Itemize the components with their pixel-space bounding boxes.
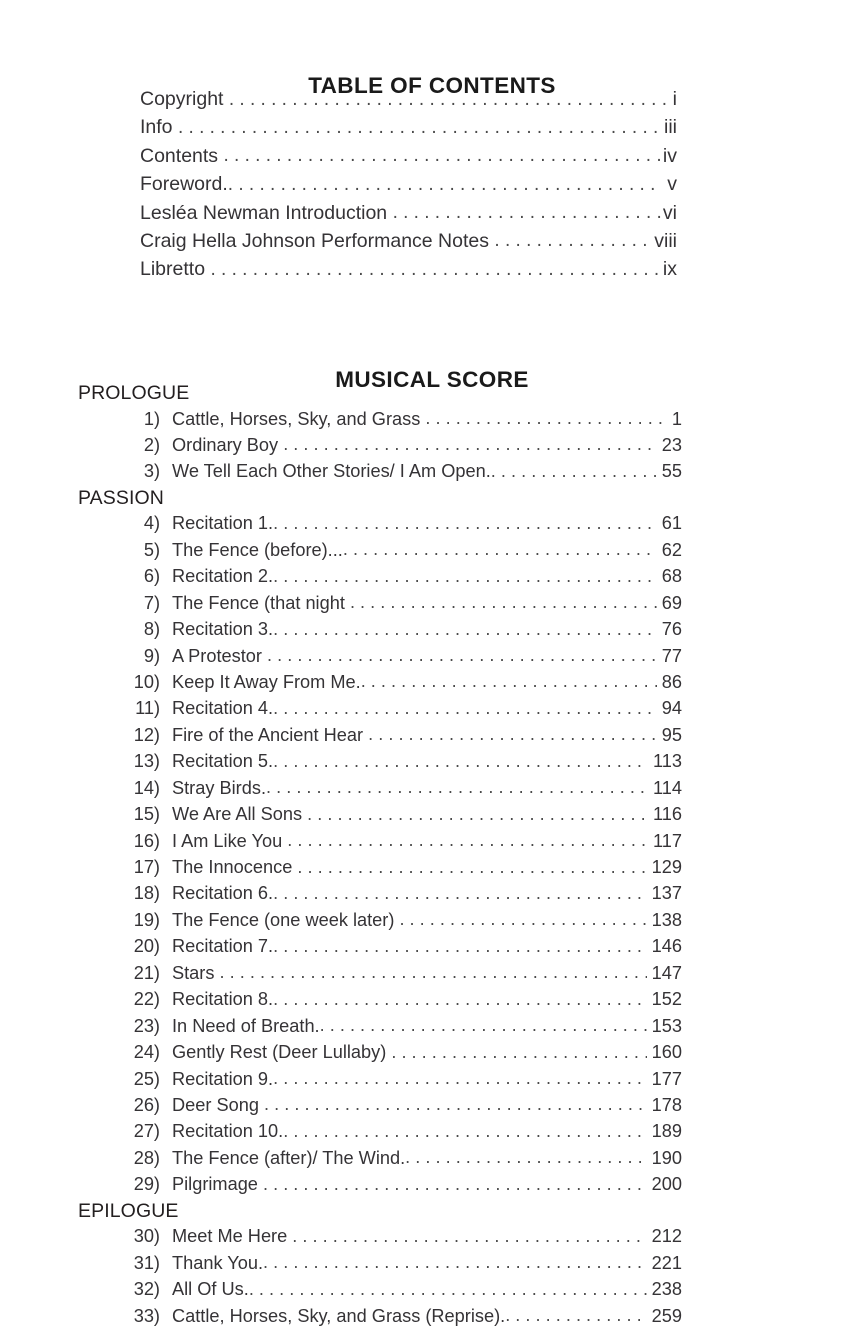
- track-title: The Fence (one week later): [172, 909, 400, 930]
- dot-leader: [307, 804, 648, 825]
- dot-leader: [491, 461, 657, 482]
- dot-leader: [273, 936, 646, 957]
- toc-entry-label: Libretto: [140, 258, 211, 281]
- track-title: The Fence (before)...: [172, 539, 343, 560]
- score-track-row[interactable]: [78, 725, 682, 751]
- track-title: Stray Birds.: [172, 777, 266, 798]
- dot-leader: [229, 89, 667, 111]
- track-number: 24): [133, 1042, 160, 1063]
- score-track-row[interactable]: [78, 619, 682, 645]
- track-page-number: 68: [656, 566, 682, 587]
- track-page-number: 55: [656, 461, 682, 482]
- score-track-row[interactable]: [78, 751, 682, 777]
- toc-entry[interactable]: [140, 258, 677, 286]
- track-number: 25): [133, 1068, 160, 1089]
- score-track-row[interactable]: [78, 989, 682, 1015]
- score-track-row[interactable]: [78, 1174, 682, 1200]
- score-section-heading: EPILOGUE: [78, 1199, 179, 1222]
- dot-leader: [505, 1305, 646, 1326]
- track-number: 23): [133, 1015, 160, 1036]
- track-number: 10): [133, 671, 160, 692]
- track-page-number: 137: [646, 883, 682, 904]
- dot-leader: [266, 777, 648, 798]
- track-number: 6): [143, 566, 160, 587]
- toc-entry-label: Foreword.: [140, 173, 228, 196]
- track-page-number: 189: [646, 1121, 682, 1142]
- score-track-row[interactable]: [78, 1279, 682, 1305]
- track-page-number: 221: [646, 1252, 682, 1273]
- track-title: We Tell Each Other Stories/ I Am Open.: [172, 461, 491, 482]
- score-track-row[interactable]: [78, 831, 682, 857]
- dot-leader: [273, 751, 648, 772]
- toc-entry-page-number: vi: [662, 201, 677, 224]
- score-track-row[interactable]: [78, 1148, 682, 1174]
- track-page-number: 113: [647, 751, 682, 772]
- track-page-number: 117: [647, 830, 682, 851]
- track-number: 8): [143, 619, 160, 640]
- score-track-row[interactable]: [78, 593, 682, 619]
- track-title: Recitation 9.: [172, 1068, 274, 1089]
- toc-entry[interactable]: [140, 202, 677, 230]
- dot-leader: [283, 1121, 646, 1142]
- track-number: 30): [133, 1226, 160, 1247]
- dot-leader: [405, 1147, 646, 1168]
- toc-entry[interactable]: [140, 230, 677, 258]
- track-title: Thank You.: [172, 1252, 264, 1273]
- track-number: 29): [133, 1174, 160, 1195]
- dot-leader: [273, 566, 657, 587]
- track-page-number: 62: [656, 539, 682, 560]
- score-track-row[interactable]: [78, 778, 682, 804]
- dot-leader: [391, 1042, 646, 1063]
- track-title: Recitation 7.: [172, 936, 274, 957]
- track-number: 13): [133, 751, 160, 772]
- track-page-number: 114: [647, 777, 682, 798]
- score-track-row[interactable]: [78, 566, 682, 592]
- dot-leader: [263, 1174, 647, 1195]
- score-track-row[interactable]: [78, 461, 682, 487]
- dot-leader: [368, 724, 657, 745]
- track-title: The Fence (after)/ The Wind.: [172, 1147, 406, 1168]
- track-number: 28): [133, 1147, 160, 1168]
- score-track-row[interactable]: [78, 435, 682, 461]
- score-track-row[interactable]: [78, 910, 682, 936]
- toc-entry[interactable]: [140, 116, 677, 144]
- track-number: 18): [133, 883, 160, 904]
- track-title: Recitation 4.: [172, 698, 274, 719]
- dot-leader: [343, 539, 657, 560]
- toc-entry-page-number: v: [661, 173, 677, 196]
- track-page-number: 116: [647, 804, 682, 825]
- track-title: Recitation 3.: [172, 619, 274, 640]
- track-page-number: 160: [646, 1042, 682, 1063]
- musical-score-heading: MUSICAL SCORE: [335, 367, 529, 393]
- dot-leader: [264, 1094, 647, 1115]
- dot-leader: [273, 619, 657, 640]
- track-title: Deer Song: [172, 1094, 265, 1115]
- score-track-row[interactable]: [78, 513, 682, 539]
- dot-leader: [263, 1252, 647, 1273]
- track-title: Ordinary Boy: [172, 434, 284, 455]
- track-number: 12): [133, 724, 160, 745]
- score-track-row[interactable]: [78, 1253, 682, 1279]
- score-track-row[interactable]: [78, 963, 682, 989]
- track-page-number: 259: [646, 1305, 682, 1326]
- track-number: 7): [143, 592, 160, 613]
- score-section-heading: PASSION: [78, 486, 164, 509]
- track-number: 16): [133, 830, 160, 851]
- track-title: We Are All Sons: [172, 804, 308, 825]
- table-of-contents-heading: TABLE OF CONTENTS: [308, 73, 556, 99]
- track-number: 33): [133, 1305, 160, 1326]
- score-track-row[interactable]: [78, 804, 682, 830]
- track-page-number: 200: [646, 1174, 682, 1195]
- track-number: 19): [133, 909, 160, 930]
- track-page-number: 23: [656, 434, 682, 455]
- score-track-row[interactable]: [78, 1016, 682, 1042]
- score-track-row[interactable]: [78, 646, 682, 672]
- score-track-row[interactable]: [78, 857, 682, 883]
- dot-leader: [178, 117, 664, 139]
- toc-entry-label: Copyright: [140, 88, 229, 110]
- track-number: 32): [133, 1279, 160, 1300]
- track-page-number: 146: [646, 936, 682, 957]
- track-title: Gently Rest (Deer Lullaby): [172, 1042, 392, 1063]
- score-track-list: [78, 409, 682, 488]
- track-number: 9): [143, 645, 160, 666]
- score-track-row[interactable]: [78, 883, 682, 909]
- track-number: 1): [143, 408, 160, 429]
- track-number: 27): [133, 1121, 160, 1142]
- toc-entry-label: Lesléa Newman Introduction: [140, 201, 393, 224]
- track-title: Recitation 5.: [172, 751, 274, 772]
- track-page-number: 212: [646, 1226, 682, 1247]
- toc-entry-label: Contents: [140, 144, 224, 167]
- track-number: 15): [133, 804, 160, 825]
- score-track-row[interactable]: [78, 1306, 682, 1332]
- track-page-number: 177: [646, 1068, 682, 1089]
- track-title: Cattle, Horses, Sky, and Grass (Reprise).: [172, 1305, 506, 1326]
- track-title: Recitation 1.: [172, 513, 274, 534]
- score-track-row[interactable]: [78, 1095, 682, 1121]
- dot-leader: [494, 230, 654, 252]
- toc-entry-page-number: i: [672, 88, 677, 110]
- track-title: Recitation 6.: [172, 883, 274, 904]
- score-track-row[interactable]: [78, 1042, 682, 1068]
- dot-leader: [320, 1015, 647, 1036]
- track-title: Fire of the Ancient Hear: [172, 724, 369, 745]
- track-number: 22): [133, 989, 160, 1010]
- track-number: 2): [143, 434, 160, 455]
- track-page-number: 178: [646, 1094, 682, 1115]
- toc-entry[interactable]: [140, 173, 677, 201]
- track-page-number: 77: [656, 645, 682, 666]
- dot-leader: [273, 989, 646, 1010]
- toc-entry-label: Craig Hella Johnson Performance Notes: [140, 229, 495, 252]
- toc-entry[interactable]: [140, 88, 677, 116]
- track-page-number: 152: [646, 989, 682, 1010]
- front-matter-list: [140, 88, 677, 287]
- score-track-row[interactable]: [78, 672, 682, 698]
- track-title: The Fence (that night: [172, 592, 350, 613]
- score-track-row[interactable]: [78, 540, 682, 566]
- track-page-number: 69: [656, 592, 682, 613]
- track-page-number: 190: [646, 1147, 682, 1168]
- score-track-row[interactable]: [78, 1226, 682, 1252]
- dot-leader: [249, 1279, 647, 1300]
- track-number: 20): [133, 936, 160, 957]
- track-title: Recitation 8.: [172, 989, 274, 1010]
- track-page-number: 129: [646, 857, 682, 877]
- track-number: 4): [143, 513, 160, 534]
- dot-leader: [297, 857, 646, 878]
- track-page-number: 76: [656, 619, 682, 640]
- toc-entry-page-number: iv: [662, 144, 677, 167]
- dot-leader: [287, 830, 648, 851]
- dot-leader: [350, 592, 657, 613]
- track-title: In Need of Breath.: [172, 1015, 320, 1036]
- track-page-number: 94: [656, 698, 682, 719]
- dot-leader: [283, 434, 657, 455]
- dot-leader: [210, 259, 662, 281]
- dot-leader: [273, 698, 657, 719]
- track-page-number: 95: [656, 724, 682, 745]
- score-track-list: [78, 1226, 682, 1332]
- dot-leader: [223, 145, 662, 167]
- dot-leader: [273, 883, 646, 904]
- score-track-row[interactable]: [78, 1069, 682, 1095]
- track-number: 21): [133, 962, 160, 983]
- score-section-heading: PROLOGUE: [78, 382, 190, 404]
- track-title: Recitation 10.: [172, 1121, 284, 1142]
- track-number: 3): [143, 461, 160, 482]
- track-title: A Protestor: [172, 645, 268, 666]
- track-title: Recitation 2.: [172, 566, 274, 587]
- score-track-list: [78, 513, 682, 1200]
- score-track-row[interactable]: [78, 698, 682, 724]
- dot-leader: [267, 645, 657, 666]
- track-title: Keep It Away From Me.: [172, 671, 361, 692]
- track-page-number: 138: [646, 909, 682, 930]
- track-title: Cattle, Horses, Sky, and Grass: [172, 408, 426, 429]
- toc-entry-label: Info: [140, 116, 178, 139]
- track-title: All Of Us.: [172, 1279, 249, 1300]
- track-page-number: 1: [666, 408, 682, 429]
- track-page-number: 61: [656, 513, 682, 534]
- track-title: The Innocence: [172, 857, 298, 877]
- toc-entry[interactable]: [140, 145, 677, 173]
- track-number: 5): [143, 539, 160, 560]
- dot-leader: [399, 909, 646, 930]
- dot-leader: [425, 408, 666, 429]
- track-title: Pilgrimage: [172, 1174, 263, 1195]
- toc-entry-page-number: ix: [662, 258, 677, 281]
- dot-leader: [220, 962, 647, 983]
- dot-leader: [273, 513, 657, 534]
- track-title: I Am Like You: [172, 830, 288, 851]
- dot-leader: [228, 174, 662, 196]
- track-number: 11): [135, 698, 160, 719]
- track-page-number: 238: [646, 1279, 682, 1300]
- dot-leader: [361, 671, 657, 692]
- track-number: 26): [133, 1094, 160, 1115]
- score-track-row[interactable]: [78, 1121, 682, 1147]
- score-track-row[interactable]: [78, 409, 682, 435]
- track-number: 14): [133, 777, 160, 798]
- score-track-row[interactable]: [78, 936, 682, 962]
- toc-entry-page-number: iii: [664, 116, 677, 139]
- track-number: 17): [133, 857, 160, 877]
- track-title: Stars: [172, 962, 220, 983]
- dot-leader: [393, 202, 663, 224]
- track-number: 31): [133, 1252, 160, 1273]
- dot-leader: [273, 1068, 646, 1089]
- toc-entry-page-number: viii: [654, 229, 677, 252]
- musical-score-list: [78, 383, 682, 1332]
- track-page-number: 153: [646, 1015, 682, 1036]
- track-title: Meet Me Here: [172, 1226, 293, 1247]
- dot-leader: [292, 1226, 646, 1247]
- track-page-number: 86: [656, 671, 682, 692]
- track-page-number: 147: [646, 962, 682, 983]
